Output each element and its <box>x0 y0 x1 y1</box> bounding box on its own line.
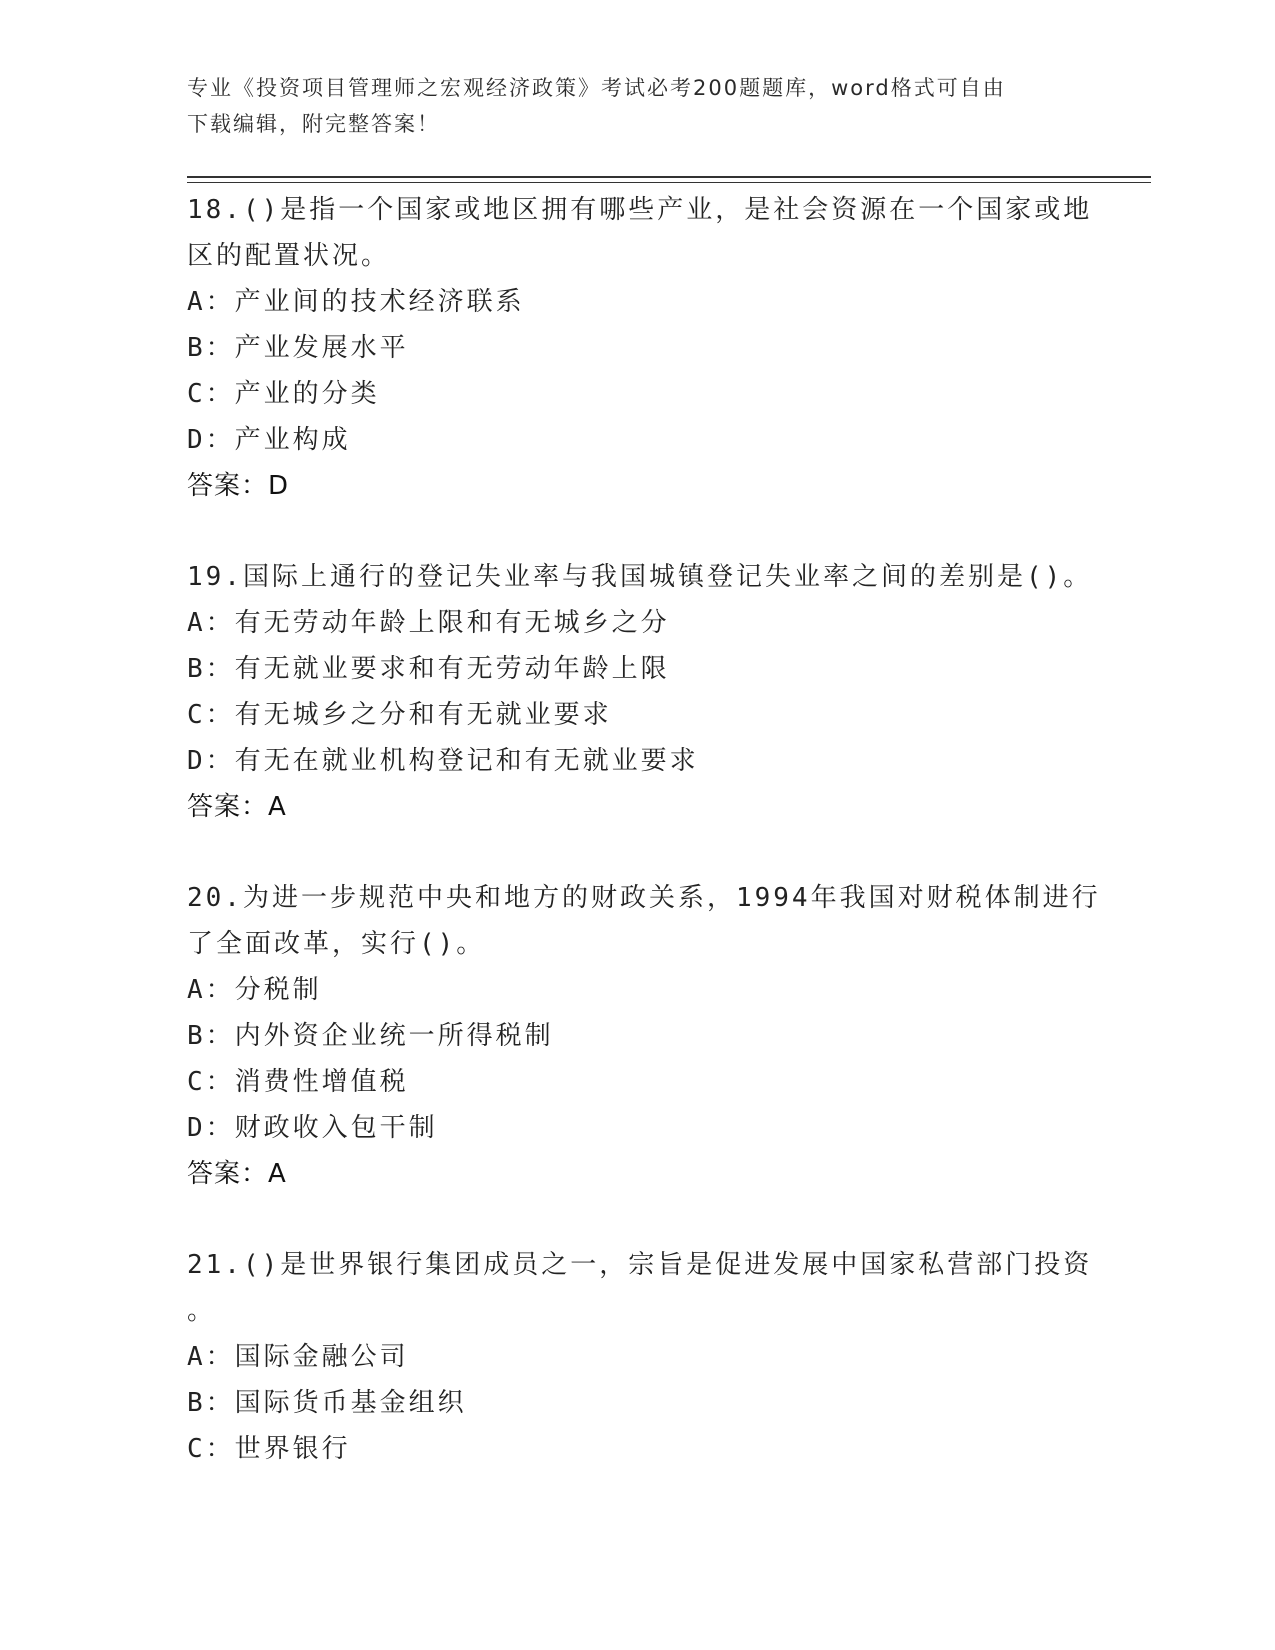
option-a: A：产业间的技术经济联系 <box>187 287 525 317</box>
answer: 答案：D <box>187 471 290 501</box>
option-b: B：国际货币基金组织 <box>187 1388 467 1418</box>
option-c: C：消费性增值税 <box>187 1067 409 1097</box>
question-19 <box>187 554 1151 830</box>
header-line-2: 下载编辑，附完整答案！ <box>187 112 440 136</box>
question-21 <box>187 1242 1151 1472</box>
question-stem: 20.为进一步规范中央和地方的财政关系，1994年我国对财税体制进行 <box>187 883 1101 913</box>
question-stem: 18.()是指一个国家或地区拥有哪些产业，是社会资源在一个国家或地 <box>187 195 1093 225</box>
question-stem: 19.国际上通行的登记失业率与我国城镇登记失业率之间的差别是()。 <box>187 562 1093 592</box>
header-divider-thick <box>187 176 1151 178</box>
answer: 答案：A <box>187 792 287 822</box>
option-b: B：产业发展水平 <box>187 333 409 363</box>
option-b: B：有无就业要求和有无劳动年龄上限 <box>187 654 670 684</box>
question-20 <box>187 875 1151 1197</box>
header-divider-thin <box>187 182 1151 183</box>
option-a: A：有无劳动年龄上限和有无城乡之分 <box>187 608 670 638</box>
option-d: D：有无在就业机构登记和有无就业要求 <box>187 746 699 776</box>
question-stem: 21.()是世界银行集团成员之一，宗旨是促进发展中国家私营部门投资 <box>187 1250 1093 1280</box>
option-d: D：财政收入包干制 <box>187 1113 438 1143</box>
question-18 <box>187 187 1151 509</box>
option-c: C：产业的分类 <box>187 379 380 409</box>
option-a: A：分税制 <box>187 975 322 1005</box>
question-list <box>187 187 1151 1517</box>
question-stem-cont: 。 <box>187 1296 217 1326</box>
document-header <box>187 70 1067 142</box>
answer: 答案：A <box>187 1159 287 1189</box>
option-c: C：世界银行 <box>187 1434 351 1464</box>
option-b: B：内外资企业统一所得税制 <box>187 1021 554 1051</box>
option-d: D：产业构成 <box>187 425 351 455</box>
header-line-1: 专业《投资项目管理师之宏观经济政策》考试必考200题题库，word格式可自由 <box>187 76 1006 100</box>
question-stem-cont: 区的配置状况。 <box>187 241 391 271</box>
question-stem-cont: 了全面改革，实行()。 <box>187 929 486 959</box>
option-c: C：有无城乡之分和有无就业要求 <box>187 700 612 730</box>
option-a: A：国际金融公司 <box>187 1342 409 1372</box>
